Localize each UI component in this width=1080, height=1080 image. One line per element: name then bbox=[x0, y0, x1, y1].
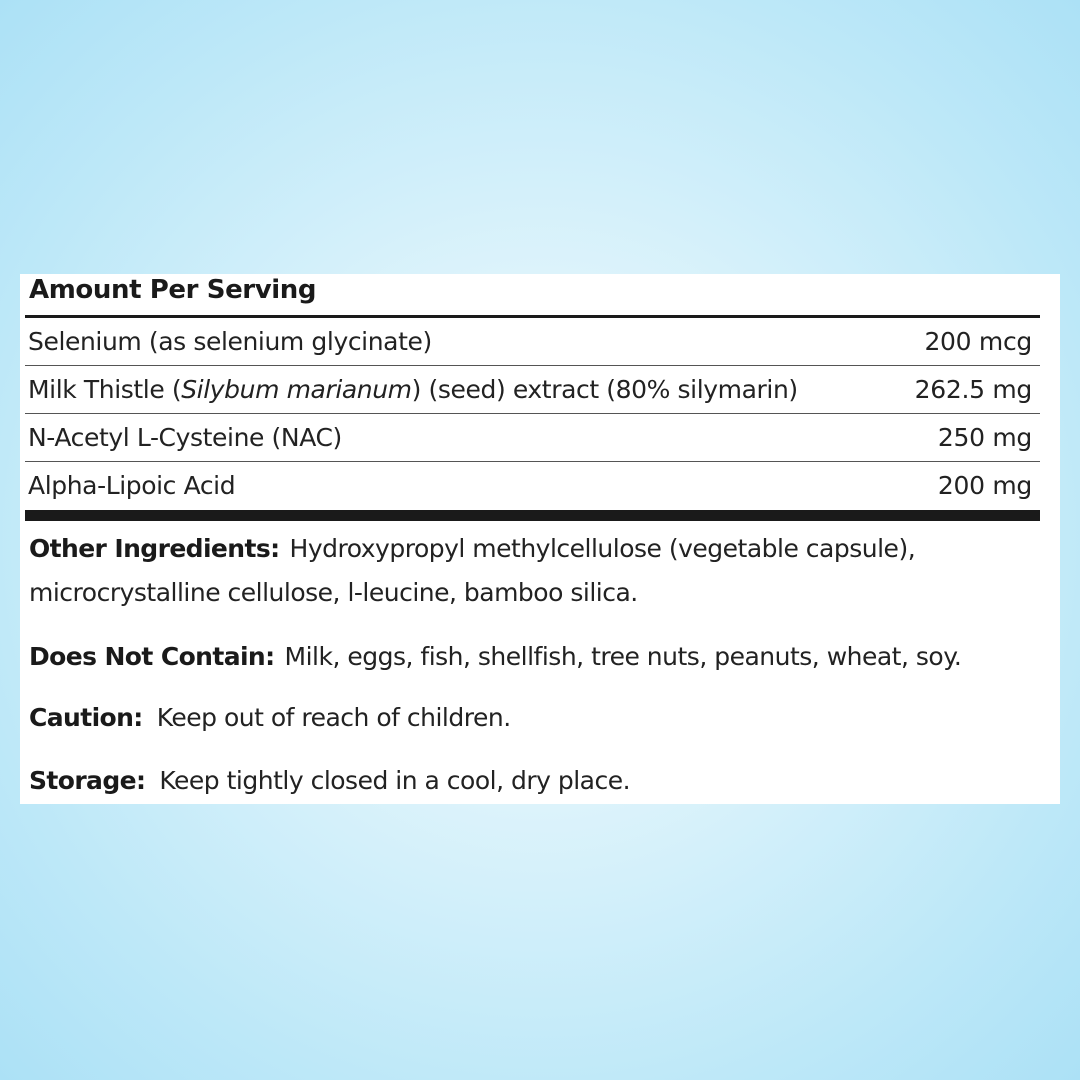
caution-text: Keep out of reach of children. bbox=[156, 703, 511, 732]
ingredient-amount: 250 mg bbox=[937, 423, 1032, 452]
ingredient-row-alpha-lipoic-acid bbox=[25, 462, 1040, 510]
storage-text: Keep tightly closed in a cool, dry place. bbox=[159, 766, 631, 795]
caution bbox=[29, 696, 1046, 740]
ingredient-name: Milk Thistle (Silybum marianum) (seed) extract (80% silymarin) bbox=[28, 375, 798, 404]
ingredient-name: Selenium (as selenium glycinate) bbox=[28, 327, 432, 356]
ingredient-row-milk-thistle bbox=[25, 366, 1040, 414]
ingredient-row-selenium bbox=[25, 318, 1040, 366]
ingredient-name: Alpha-Lipoic Acid bbox=[28, 471, 236, 500]
ingredient-amount: 262.5 mg bbox=[914, 375, 1032, 404]
storage-label: Storage: bbox=[29, 766, 146, 795]
ingredient-latin-name: Silybum marianum bbox=[181, 375, 412, 404]
caution-label: Caution: bbox=[29, 703, 143, 732]
other-ingredients-line1: Hydroxypropyl methylcellulose (vegetable capsule), bbox=[289, 534, 916, 563]
ingredient-name: N-Acetyl L-Cysteine (NAC) bbox=[28, 423, 342, 452]
amount-per-serving-heading: Amount Per Serving bbox=[29, 275, 317, 305]
other-ingredients-line2: microcrystalline cellulose, l-leucine, bamboo silica. bbox=[29, 578, 638, 607]
ingredient-amount: 200 mcg bbox=[924, 327, 1032, 356]
does-not-contain-text: Milk, eggs, fish, shellfish, tree nuts, peanuts, wheat, soy. bbox=[284, 642, 962, 671]
table-bottom-rule bbox=[25, 510, 1040, 521]
storage bbox=[29, 759, 1046, 803]
other-ingredients-label: Other Ingredients: bbox=[29, 534, 280, 563]
supplement-facts-label bbox=[20, 274, 1060, 804]
other-ingredients bbox=[29, 527, 1046, 615]
ingredient-amount: 200 mg bbox=[937, 471, 1032, 500]
does-not-contain bbox=[29, 635, 1046, 679]
ingredient-row-nac bbox=[25, 414, 1040, 462]
does-not-contain-label: Does Not Contain: bbox=[29, 642, 275, 671]
